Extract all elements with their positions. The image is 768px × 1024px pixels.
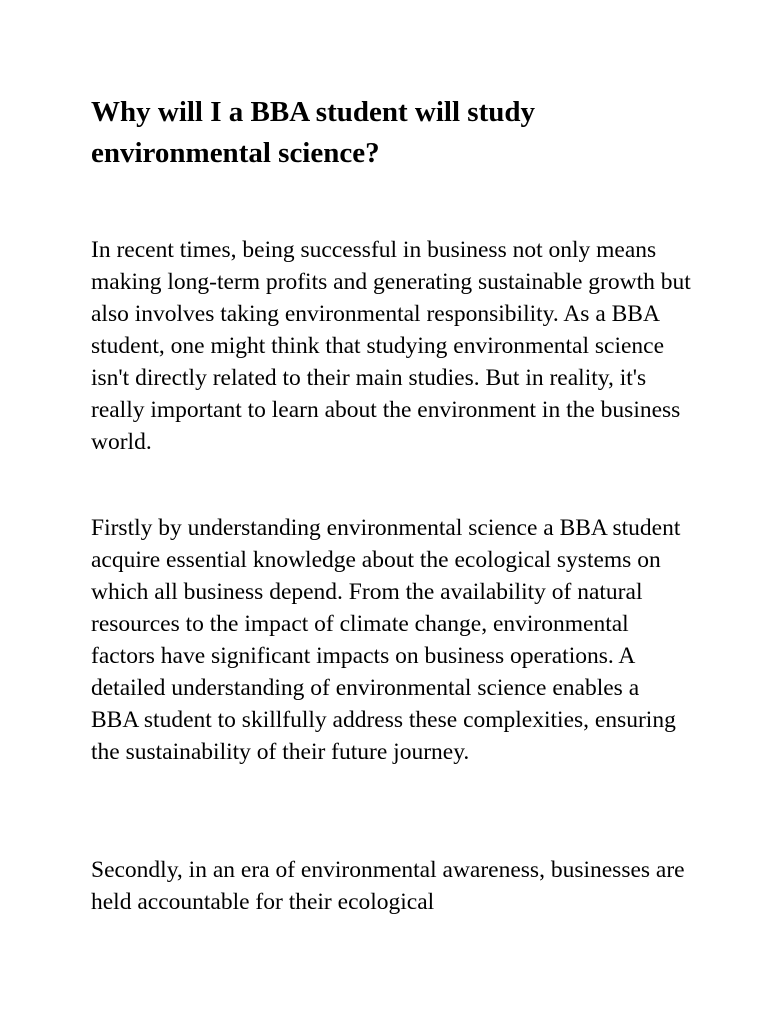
paragraph-intro: In recent times, being successful in business not only means making long-term profits and generating sustainable growth but also involves taking environmental responsibility. As a BBA student, one might think that studying environmental science isn't directly related to their main studies. But in reality, it's really important to learn about the environment in the business world. — [91, 237, 691, 455]
paragraph-secondly: Secondly, in an era of environmental awareness, businesses are held accountable for their ecological — [91, 857, 685, 915]
paragraph-firstly: Firstly by understanding environmental science a BBA student acquire essential knowledge about the ecological systems on which all business depend. From the availability of natural resources to the impact of climate change, environmental factors have significant impacts on business operations. A detailed understanding of environmental science enables a BBA student to skillfully address these complexities, ensuring the sustainability of their future journey. — [91, 515, 681, 765]
document-title: Why will I a BBA student will study environmental science? — [91, 96, 535, 169]
